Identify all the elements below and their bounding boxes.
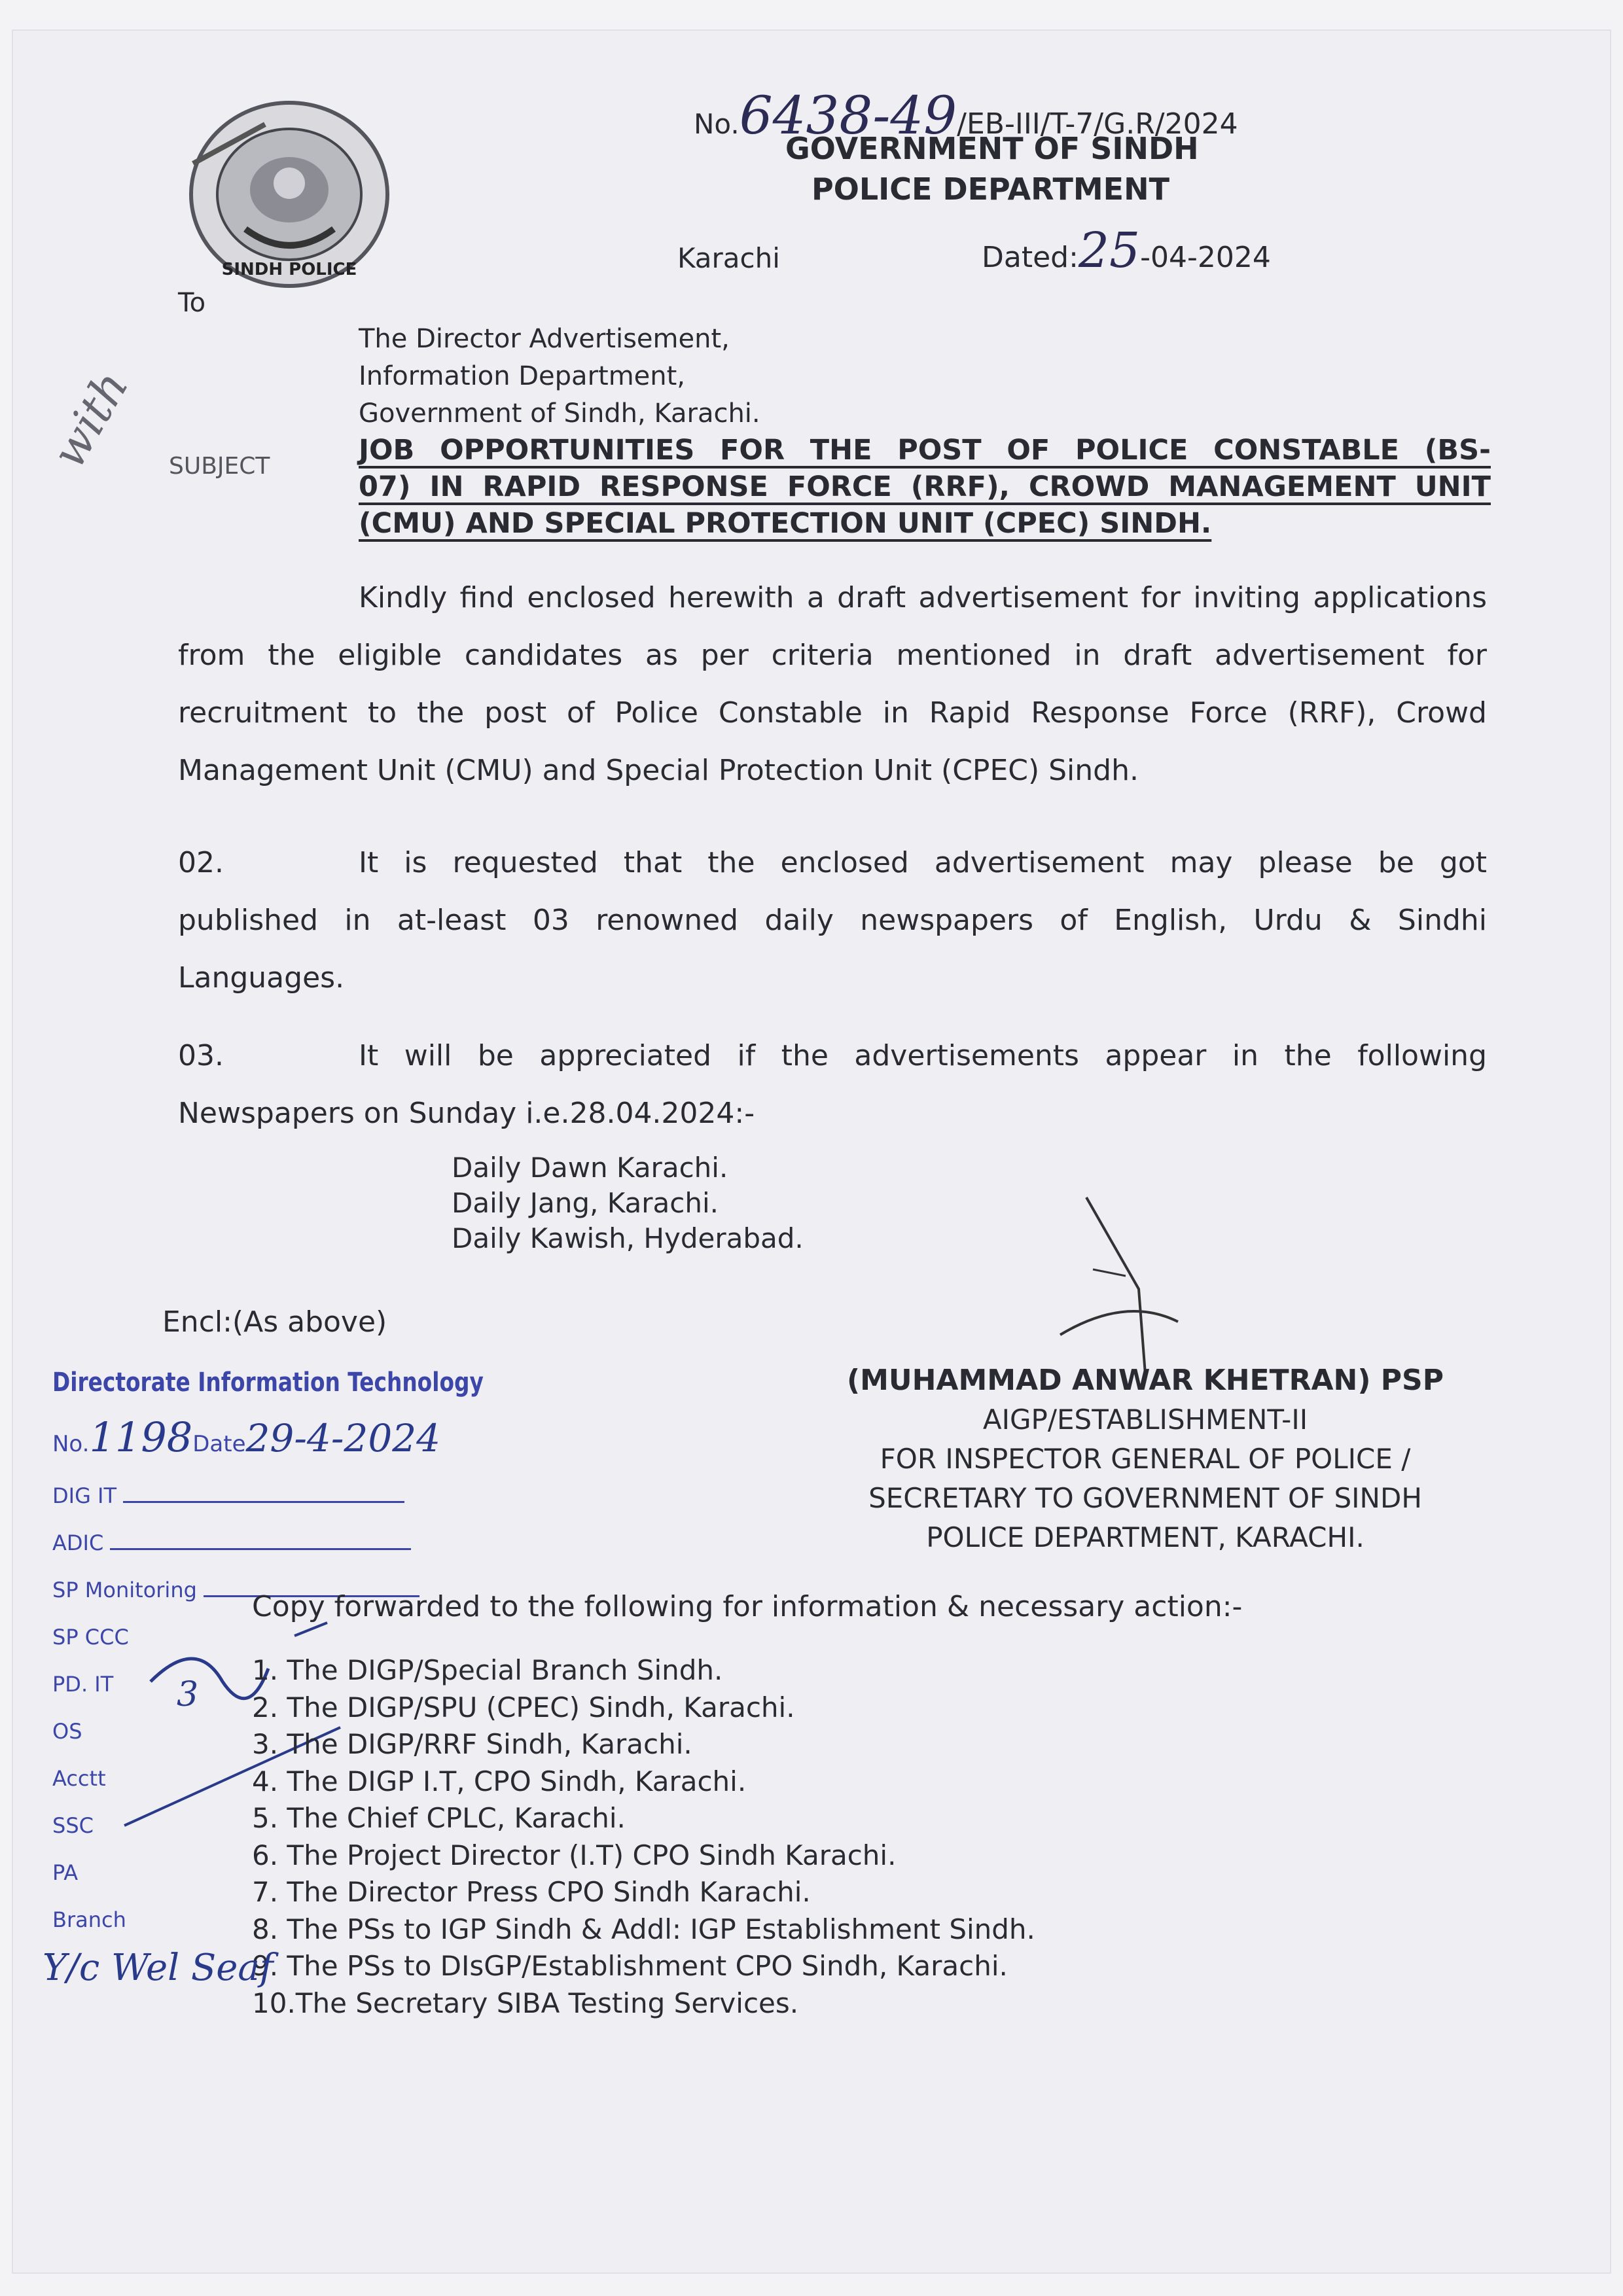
newspaper-item: Daily Jang, Karachi. bbox=[452, 1187, 719, 1219]
stamp-number: 1198 bbox=[89, 1413, 193, 1461]
para-3-number: 03. bbox=[178, 1039, 224, 1072]
newspaper-item: Daily Kawish, Hyderabad. bbox=[452, 1222, 804, 1254]
copy-item: 1. The DIGP/Special Branch Sindh. bbox=[252, 1654, 723, 1686]
stamp-field: SP CCC bbox=[52, 1625, 129, 1650]
copy-forward-intro: Copy forwarded to the following for information & necessary action:- bbox=[252, 1590, 1243, 1623]
stamp-field: SP Monitoring bbox=[52, 1566, 419, 1614]
copy-item: 9. The PSs to DIsGP/Establishment CPO Sindh, Karachi. bbox=[252, 1950, 1008, 1982]
letter-number: No.6438-49/EB-III/T-7/G.R/2024 bbox=[694, 85, 1238, 146]
stamp-field: ADIC bbox=[52, 1519, 419, 1566]
copy-item: 3. The DIGP/RRF Sindh, Karachi. bbox=[252, 1728, 692, 1760]
copy-list bbox=[252, 1652, 1035, 2022]
stamp-field: Acctt bbox=[52, 1766, 106, 1791]
copy-item: 5. The Chief CPLC, Karachi. bbox=[252, 1802, 626, 1834]
to-label: To bbox=[178, 288, 206, 318]
stamp-field: SSC bbox=[52, 1813, 94, 1838]
handwritten-day: 25 bbox=[1078, 222, 1141, 279]
stamp-date: 29-4-2024 bbox=[245, 1416, 441, 1460]
seal-text: SINDH POLICE bbox=[221, 260, 357, 279]
file-reference: /EB-III/T-7/G.R/2024 bbox=[957, 107, 1238, 141]
department-title: POLICE DEPARTMENT bbox=[812, 171, 1169, 207]
paragraph-2: 02. It is requested that the enclosed advertisement may please be got published in at-least 03 renowned daily newspapers of English, Urdu & Sindhi Languages. bbox=[178, 834, 1487, 1007]
stamp-initial-note: 3 bbox=[177, 1675, 199, 1714]
stamp-field: Branch bbox=[52, 1907, 126, 1932]
sindh-police-seal bbox=[187, 98, 393, 291]
newspaper-item: Daily Dawn Karachi. bbox=[452, 1152, 728, 1184]
paragraph-3: 03. It will be appreciated if the advertisements appear in the following Newspapers on Sunday i.e.28.04.2024:- bbox=[178, 1027, 1487, 1142]
stamp-number-line: No.1198Date29-4-2024 bbox=[52, 1413, 441, 1461]
government-title: GOVERNMENT OF SINDH bbox=[785, 131, 1199, 166]
stamp-field: DIG IT bbox=[52, 1472, 419, 1519]
signature-scribble bbox=[1047, 1191, 1217, 1387]
signature-block: (MUHAMMAD ANWAR KHETRAN) PSP AIGP/ESTABLISHMENT-II FOR INSPECTOR GENERAL OF POLICE / SECRETARY TO GOVERNMENT OF SINDH POLICE DEPARTMENT, KARACHI. bbox=[818, 1361, 1472, 1557]
dated-line: Dated:25-04-2024 bbox=[982, 222, 1271, 279]
stamp-field: PA bbox=[52, 1860, 79, 1885]
subject-label: SUBJECT bbox=[169, 453, 270, 480]
stamp-field: OS bbox=[52, 1719, 82, 1744]
stamp-title: Directorate Information Technology bbox=[52, 1368, 484, 1398]
handwritten-note: Y/c Wel Seaf bbox=[43, 1947, 274, 1989]
copy-item: 10.The Secretary SIBA Testing Services. bbox=[252, 1987, 799, 2019]
paragraph-1: Kindly find enclosed herewith a draft advertisement for inviting applications from the eligible candidates as per criteria mentioned in draft advertisement for recruitment to the post of Police Constable in Rapid Response Force (RRF), Crowd Management Unit (CMU) and Special Protection Unit (CPEC) Sindh. bbox=[178, 581, 1487, 787]
signatory-name: (MUHAMMAD ANWAR KHETRAN) PSP bbox=[846, 1364, 1444, 1397]
copy-item: 7. The Director Press CPO Sindh Karachi. bbox=[252, 1876, 811, 1908]
para-2-number: 02. bbox=[178, 846, 224, 879]
copy-item: 6. The Project Director (I.T) CPO Sindh Karachi. bbox=[252, 1839, 897, 1871]
addressee: The Director Advertisement, Information Department, Government of Sindh, Karachi. bbox=[359, 324, 760, 429]
enclosure-note: Encl:(As above) bbox=[162, 1305, 387, 1339]
stamp-field: PD. IT bbox=[52, 1672, 114, 1697]
handwritten-number: 6438-49 bbox=[739, 85, 957, 146]
subject-text: JOB OPPORTUNITIES FOR THE POST OF POLICE CONSTABLE (BS- 07) IN RAPID RESPONSE FORCE (RRF), CROWD MANAGEMENT UNIT (CMU) AND SPECIAL PROTECTION UNIT (CPEC) SINDH. bbox=[359, 434, 1491, 540]
margin-note: with bbox=[41, 362, 139, 477]
copy-item: 2. The DIGP/SPU (CPEC) Sindh, Karachi. bbox=[252, 1691, 795, 1723]
copy-item: 8. The PSs to IGP Sindh & Addl: IGP Establishment Sindh. bbox=[252, 1913, 1035, 1945]
newspaper-list bbox=[452, 1150, 804, 1256]
place: Karachi bbox=[677, 242, 780, 274]
copy-item: 4. The DIGP I.T, CPO Sindh, Karachi. bbox=[252, 1765, 747, 1797]
